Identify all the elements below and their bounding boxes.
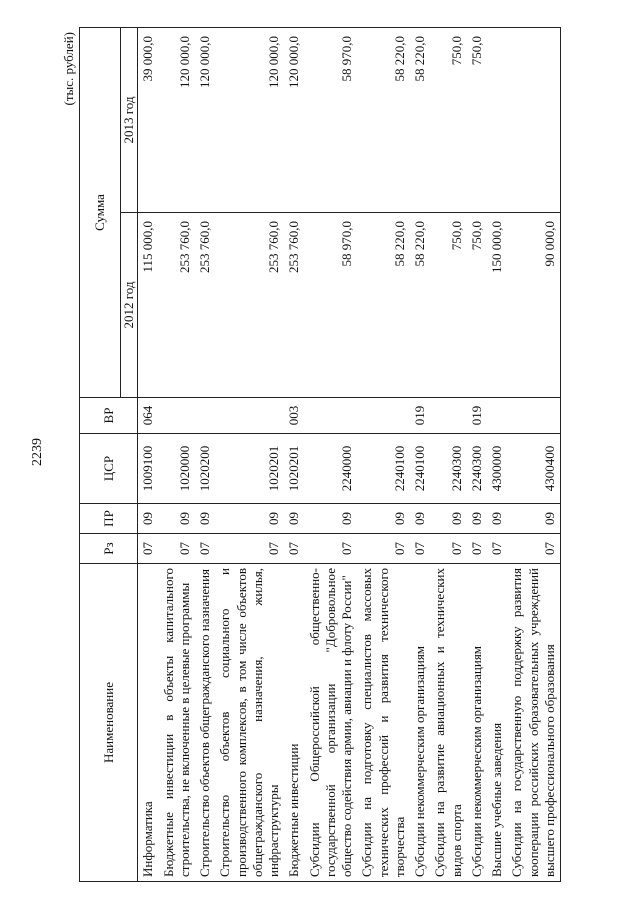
cell-vr: 064 <box>138 398 159 434</box>
cell-vr: 019 <box>410 398 430 434</box>
cell-csr: 1020201 <box>284 434 304 504</box>
cell-y2013: 58 970,0 <box>305 28 358 213</box>
cell-vr <box>215 398 284 434</box>
cell-csr: 1020000 <box>159 434 196 504</box>
table-row <box>195 28 215 882</box>
cell-pr: 09 <box>467 504 487 534</box>
cell-y2012: 253 760,0 <box>284 213 304 398</box>
cell-rz: 07 <box>305 534 358 564</box>
header-2012: 2012 год <box>121 213 138 398</box>
cell-y2013: 120 000,0 <box>195 28 215 213</box>
table-row <box>410 28 430 882</box>
cell-pr: 09 <box>215 504 284 534</box>
cell-y2013: 750,0 <box>467 28 487 213</box>
cell-y2013 <box>487 28 507 213</box>
cell-y2012: 150 000,0 <box>487 213 507 398</box>
cell-y2013: 120 000,0 <box>215 28 284 213</box>
cell-vr <box>430 398 467 434</box>
cell-rz: 07 <box>215 534 284 564</box>
cell-y2012: 253 760,0 <box>215 213 284 398</box>
cell-y2013: 58 220,0 <box>357 28 410 213</box>
header-csr: ЦСР <box>80 434 138 504</box>
cell-rz: 07 <box>284 534 304 564</box>
table-row <box>159 28 196 882</box>
table-row <box>430 28 467 882</box>
header-name: Наименование <box>80 564 138 882</box>
cell-name: Строительство объектов общегражданского назначения <box>195 564 215 882</box>
cell-rz: 07 <box>410 534 430 564</box>
cell-name: Субсидии некоммерческим организациям <box>410 564 430 882</box>
cell-y2013: 120 000,0 <box>284 28 304 213</box>
cell-y2013: 120 000,0 <box>159 28 196 213</box>
cell-vr: 019 <box>467 398 487 434</box>
table-row <box>284 28 304 882</box>
cell-vr <box>357 398 410 434</box>
cell-name: Субсидии Общероссийской общественно-государственной организации "Добровольное общество содействия армии, авиации и флоту России" <box>305 564 358 882</box>
cell-pr: 09 <box>430 504 467 534</box>
table-row <box>467 28 487 882</box>
cell-y2012: 58 220,0 <box>410 213 430 398</box>
cell-name: Высшие учебные заведения <box>487 564 507 882</box>
cell-y2012: 750,0 <box>430 213 467 398</box>
cell-vr <box>195 398 215 434</box>
cell-csr: 4300400 <box>507 434 560 504</box>
cell-csr: 2240100 <box>410 434 430 504</box>
cell-rz: 07 <box>467 534 487 564</box>
cell-rz: 07 <box>159 534 196 564</box>
cell-rz: 07 <box>357 534 410 564</box>
header-vr: ВР <box>80 398 138 434</box>
cell-pr: 09 <box>410 504 430 534</box>
table-row <box>305 28 358 882</box>
cell-pr: 09 <box>305 504 358 534</box>
table-row <box>138 28 159 882</box>
cell-pr: 09 <box>138 504 159 534</box>
cell-name: Субсидии на подготовку специалистов массовых технических профессий и развития технического творчества <box>357 564 410 882</box>
cell-csr: 2240300 <box>467 434 487 504</box>
cell-y2013: 750,0 <box>430 28 467 213</box>
budget-table-sheet <box>61 22 575 882</box>
table-row <box>507 28 560 882</box>
cell-csr: 4300000 <box>487 434 507 504</box>
cell-y2013: 39 000,0 <box>138 28 159 213</box>
cell-rz: 07 <box>138 534 159 564</box>
cell-name: Субсидии на государственную поддержку развития кооперации российских образовательных учреждений высшего профессионального образования <box>507 564 560 882</box>
cell-y2012: 58 970,0 <box>305 213 358 398</box>
cell-csr: 1020200 <box>195 434 215 504</box>
cell-y2013: 58 220,0 <box>410 28 430 213</box>
cell-pr: 09 <box>487 504 507 534</box>
cell-rz: 07 <box>195 534 215 564</box>
cell-rz: 07 <box>430 534 467 564</box>
cell-y2013 <box>507 28 560 213</box>
cell-name: Субсидии на развитие авиационных и технических видов спорта <box>430 564 467 882</box>
units-label: (тыс. рублей) <box>61 32 76 106</box>
cell-pr: 09 <box>159 504 196 534</box>
header-2013: 2013 год <box>121 28 138 213</box>
cell-pr: 09 <box>357 504 410 534</box>
table-row <box>487 28 507 882</box>
cell-csr: 2240100 <box>357 434 410 504</box>
cell-pr: 09 <box>284 504 304 534</box>
cell-csr: 2240300 <box>430 434 467 504</box>
cell-name: Информатика <box>138 564 159 882</box>
cell-y2012: 90 000,0 <box>507 213 560 398</box>
cell-name: Строительство объектов социального и производственного комплексов, в том числе объектов общегражданского назначения, жилья, инфраструктуры <box>215 564 284 882</box>
cell-rz: 07 <box>507 534 560 564</box>
cell-csr: 2240000 <box>305 434 358 504</box>
cell-vr <box>507 398 560 434</box>
cell-pr: 09 <box>195 504 215 534</box>
table-row <box>215 28 284 882</box>
cell-vr <box>305 398 358 434</box>
cell-name: Бюджетные инвестиции в объекты капитального строительства, не включенные в целевые программы <box>159 564 196 882</box>
cell-vr <box>159 398 196 434</box>
budget-table <box>79 27 561 882</box>
cell-y2012: 115 000,0 <box>138 213 159 398</box>
header-pr: ПР <box>80 504 138 534</box>
cell-name: Субсидии некоммерческим организациям <box>467 564 487 882</box>
cell-vr: 003 <box>284 398 304 434</box>
cell-y2012: 750,0 <box>467 213 487 398</box>
header-rz: Рз <box>80 534 138 564</box>
cell-vr <box>487 398 507 434</box>
table-row <box>357 28 410 882</box>
cell-name: Бюджетные инвестиции <box>284 564 304 882</box>
cell-y2012: 253 760,0 <box>195 213 215 398</box>
cell-y2012: 253 760,0 <box>159 213 196 398</box>
page-number: 2239 <box>30 438 45 466</box>
cell-y2012: 58 220,0 <box>357 213 410 398</box>
header-sum: Сумма <box>80 28 121 398</box>
cell-rz: 07 <box>487 534 507 564</box>
table-body <box>138 28 561 882</box>
cell-csr: 1020201 <box>215 434 284 504</box>
cell-pr: 09 <box>507 504 560 534</box>
cell-csr: 1009100 <box>138 434 159 504</box>
